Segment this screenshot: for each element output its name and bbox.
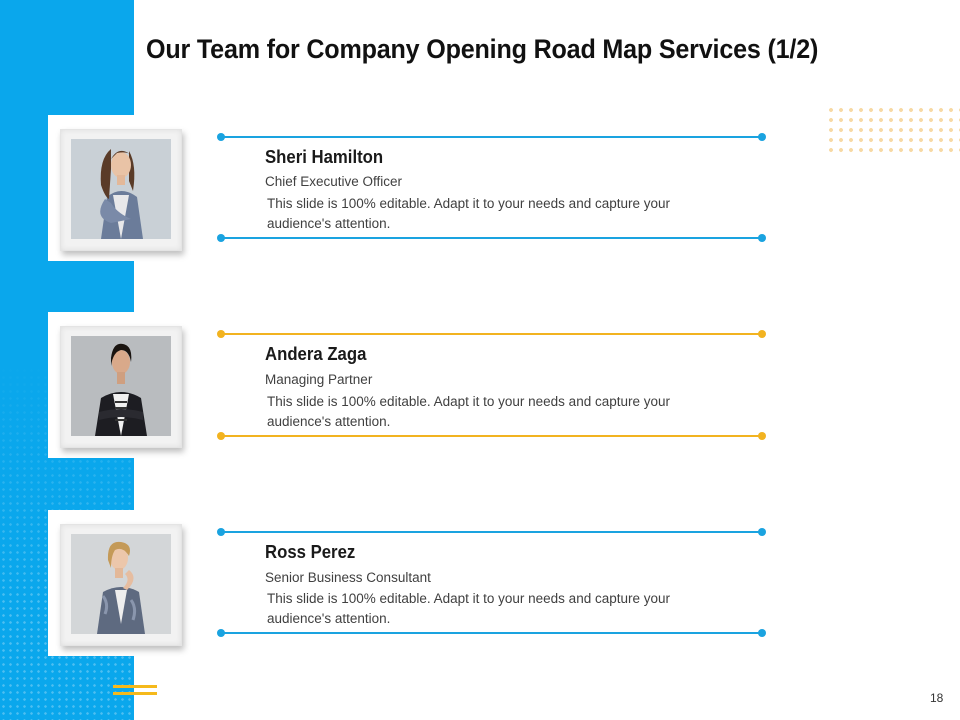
slide-title: Our Team for Company Opening Road Map Services (1/2): [146, 34, 819, 64]
line-end-dot: [217, 330, 225, 338]
line-end-dot: [217, 528, 225, 536]
member-name: Sheri Hamilton: [265, 147, 384, 167]
line-end-dot: [758, 629, 766, 637]
line-end-dot: [217, 432, 225, 440]
member-description: This slide is 100% editable. Adapt it to your needs and capture your audience's attention.: [267, 394, 670, 429]
member-photo-frame-3: [60, 524, 182, 646]
line-end-dot: [217, 629, 225, 637]
top-divider-line: [221, 333, 762, 335]
member-photo-frame-1: [60, 129, 182, 251]
member-role: Managing Partner: [265, 372, 373, 387]
top-divider-line: [221, 136, 762, 138]
top-divider-line: [221, 531, 762, 533]
page-number: 18: [930, 691, 944, 705]
line-end-dot: [758, 528, 766, 536]
member-role: Senior Business Consultant: [265, 570, 431, 585]
woman-portrait-photo: [71, 336, 171, 436]
line-end-dot: [217, 133, 225, 141]
bottom-divider-line: [221, 435, 762, 437]
member-role: Chief Executive Officer: [265, 174, 403, 189]
line-end-dot: [758, 133, 766, 141]
bottom-divider-line: [221, 237, 762, 239]
line-end-dot: [758, 330, 766, 338]
member-photo-frame-2: [60, 326, 182, 448]
woman-portrait-photo: [71, 139, 171, 239]
line-end-dot: [217, 234, 225, 242]
decorative-dot-grid: [826, 105, 960, 157]
member-name: Andera Zaga: [265, 344, 367, 364]
member-description: This slide is 100% editable. Adapt it to your needs and capture your audience's attention.: [267, 591, 670, 626]
line-end-dot: [758, 432, 766, 440]
decorative-accent-bars: [113, 685, 157, 697]
woman-portrait-photo: [71, 534, 171, 634]
bottom-divider-line: [221, 632, 762, 634]
member-description: This slide is 100% editable. Adapt it to your needs and capture your audience's attention.: [267, 196, 670, 231]
line-end-dot: [758, 234, 766, 242]
member-name: Ross Perez: [265, 542, 356, 562]
